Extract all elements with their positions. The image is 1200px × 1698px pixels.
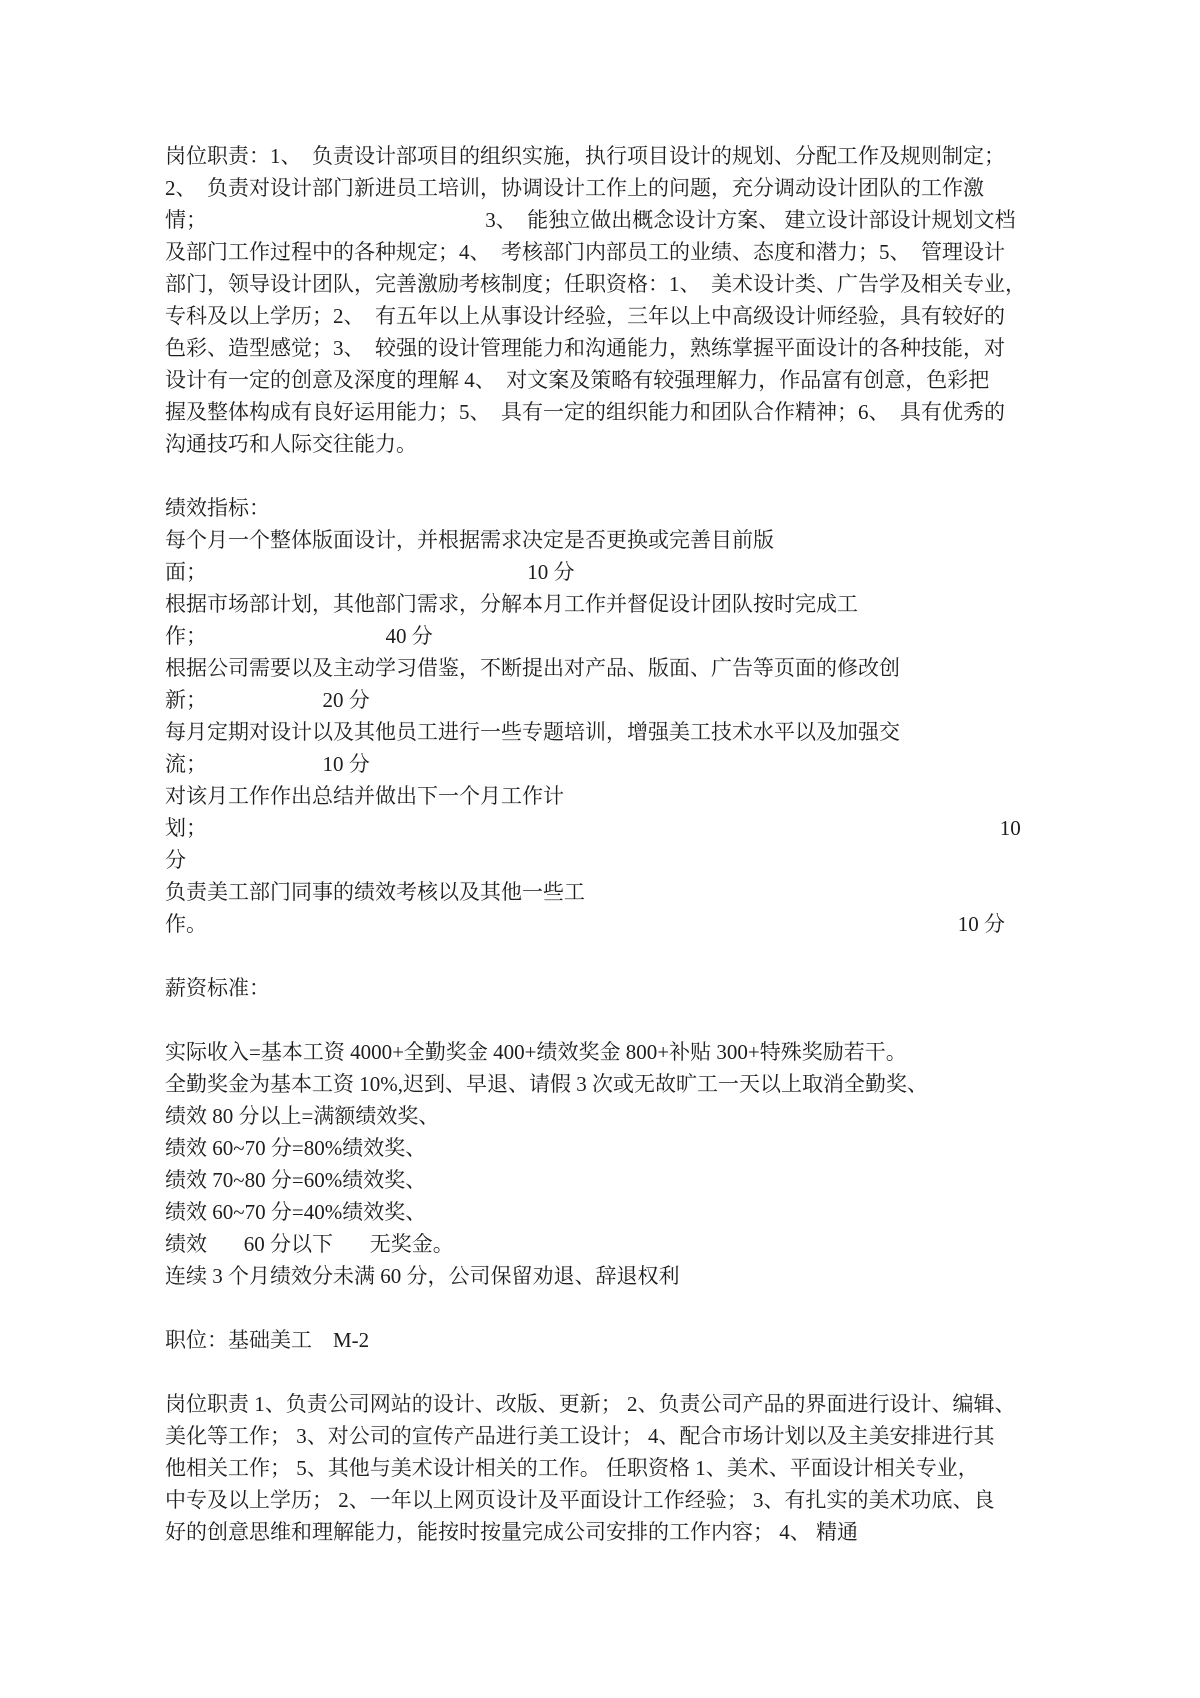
text-line: 岗位职责：1、 负责设计部项目的组织实施，执行项目设计的规划、分配工作及规则制定； [165,144,1005,168]
text-line: 绩效 60 分以下 无奖金。 [165,1232,454,1256]
text-line: 对该月工作作出总结并做出下一个月工作计 [165,784,564,808]
text-line: 作； 40 分 [165,624,433,648]
text-line: 负责美工部门同事的绩效考核以及其他一些工 [165,880,585,904]
text-line: 全勤奖金为基本工资 10%,迟到、早退、请假 3 次或无故旷工一天以上取消全勤奖、 [165,1072,928,1096]
text-line: 2、 负责对设计部门新进员工培训，协调设计工作上的问题，充分调动设计团队的工作激 [165,176,984,200]
text-line: 根据公司需要以及主动学习借鉴，不断提出对产品、版面、广告等页面的修改创 [165,656,900,680]
section-kpi [165,492,1050,940]
text-line: 作。 10 分 [165,912,1005,936]
text-line: 根据市场部计划，其他部门需求，分解本月工作并督促设计团队按时完成工 [165,592,858,616]
text-line: 岗位职责 1、负责公司网站的设计、改版、更新； 2、负责公司产品的界面进行设计、编辑、 [165,1392,1016,1416]
position-title: 职位：基础美工 M-2 [165,1328,370,1352]
text-line: 分 [165,848,186,872]
text-line: 专科及以上学历；2、 有五年以上从事设计经验，三年以上中高级设计师经验，具有较好的 [165,304,1005,328]
text-line: 沟通技巧和人际交往能力。 [165,432,417,456]
text-line: 每月定期对设计以及其他员工进行一些专题培训，增强美工技术水平以及加强交 [165,720,900,744]
kpi-heading: 绩效指标： [165,496,270,520]
text-line: 每个月一个整体版面设计，并根据需求决定是否更换或完善目前版 [165,528,774,552]
text-line: 绩效 60~70 分=40%绩效奖、 [165,1200,427,1224]
text-line: 流； 10 分 [165,752,370,776]
text-line: 部门，领导设计团队，完善激励考核制度；任职资格：1、 美术设计类、广告学及相关专业， [165,272,1026,296]
text-line: 情； 3、 能独立做出概念设计方案、 建立设计部设计规划文档 [165,208,1016,232]
text-line: 连续 3 个月绩效分未满 60 分，公司保留劝退、辞退权利 [165,1264,680,1288]
text-line: 色彩、造型感觉；3、 较强的设计管理能力和沟通能力，熟练掌握平面设计的各种技能，对 [165,336,1005,360]
text-line: 他相关工作； 5、其他与美术设计相关的工作。 任职资格 1、美术、平面设计相关专业， [165,1456,979,1480]
text-line: 及部门工作过程中的各种规定；4、 考核部门内部员工的业绩、态度和潜力；5、 管理设计 [165,240,1005,264]
text-line: 好的创意思维和理解能力，能按时按量完成公司安排的工作内容； 4、 精通 [165,1520,858,1544]
text-line: 实际收入=基本工资 4000+全勤奖金 400+绩效奖金 800+补贴 300+特殊奖励若干。 [165,1040,907,1064]
text-line: 中专及以上学历； 2、一年以上网页设计及平面设计工作经验； 3、有扎实的美术功底、良 [165,1488,995,1512]
text-line: 绩效 80 分以上=满额绩效奖、 [165,1104,440,1128]
section-manager-duties [165,140,1050,460]
text-line: 握及整体构成有良好运用能力；5、 具有一定的组织能力和团队合作精神；6、 具有优秀的 [165,400,1005,424]
text-line: 设计有一定的创意及深度的理解 4、 对文案及策略有较强理解力，作品富有创意，色彩把 [165,368,990,392]
text-line: 绩效 70~80 分=60%绩效奖、 [165,1168,427,1192]
text-line: 划； 10 [165,816,1021,840]
text-line: 面； 10 分 [165,560,575,584]
salary-heading: 薪资标准： [165,976,270,1000]
text-line: 绩效 60~70 分=80%绩效奖、 [165,1136,427,1160]
text-line: 美化等工作； 3、对公司的宣传产品进行美工设计； 4、配合市场计划以及主美安排进行其 [165,1424,995,1448]
text-line: 新； 20 分 [165,688,370,712]
section-salary [165,972,1050,1292]
section-position-basic-artist [165,1324,1050,1548]
